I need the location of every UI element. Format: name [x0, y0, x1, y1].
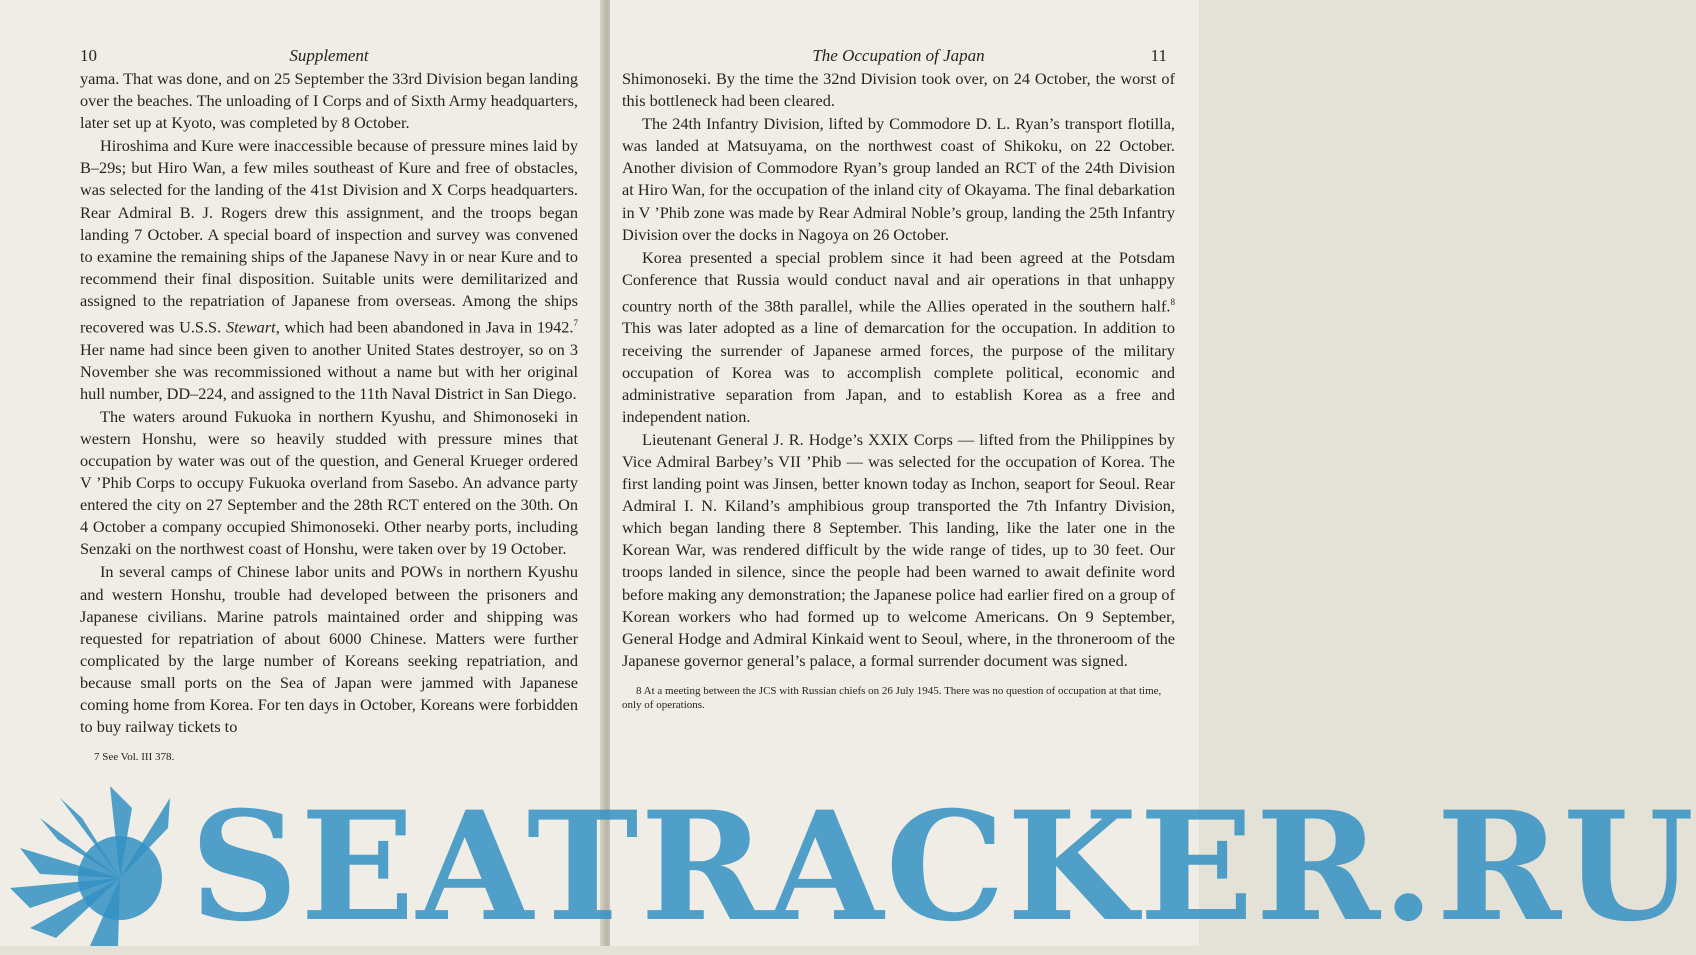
left-paragraph-2-text: Hiroshima and Kure were inaccessible because of pressure mines laid by B–29s; but Hiro Wan, a few miles southeast of Kure and free of obstacles, was selected for the landing of the 41st Division and X Corps headquarters. Rear Admiral B. J. Rogers drew this assignment, and the troops began landing 7 October. A special board of inspection and survey was convened to examine the remaining ships of the Japanese Navy in or near Kure and to recommend their final disposition. Suitable units were demilitarized and assigned to the repatriation of Japanese from overseas. Among the ships recovered was U.S.S. — [80, 136, 578, 337]
left-running-title: Supplement — [289, 46, 369, 65]
right-running-title: The Occupation of Japan — [812, 46, 985, 65]
right-paragraph-3-after: This was later adopted as a line of demarcation for the occupation. In addition to receiving the surrender of Japanese armed forces, the purpose of the military occupation of Korea was to accomplish complete political, economic and administrative separation from Japan, and to establish Korea as a free and independent nation. — [622, 318, 1175, 426]
left-running-head — [80, 44, 578, 68]
footnote-ref-7: 7 — [573, 318, 579, 329]
left-page — [0, 0, 604, 946]
right-paragraph-3 — [622, 247, 1175, 428]
footnote-ref-8: 8 — [1170, 296, 1175, 307]
right-paragraph-3-text: Korea presented a special problem since it had been agreed at the Potsdam Conference that Russia would conduct naval and air operations in that unhappy country north of the 38th parallel, while the Allies operated in the southern half. — [622, 247, 1175, 316]
right-paragraph-2: The 24th Infantry Division, lifted by Commodore D. L. Ryan’s transport flotilla, was landed at Matsuyama, on the northwest coast of Shikoku, on 22 October. Another division of Commodore Ryan’s group landed an RCT of the 24th Division at Hiro Wan, for the occupation of the inland city of Okayama. The final debarkation in V ’Phib zone was made by Rear Admiral Noble’s group, landing the 25th Infantry Division over the docks in Nagoya on 26 October. — [622, 114, 1175, 244]
left-paragraph-2-tail: , which had been abandoned in Java in 1942. — [275, 317, 574, 337]
watermark-text: SEATRACKER.RU — [190, 779, 1696, 955]
right-footnote: 8 At a meeting between the JCS with Russian chiefs on 26 July 1945. There was no question of occupation at that time, only of operations. — [622, 684, 1162, 711]
right-paragraph-4: Lieutenant General J. R. Hodge’s XXIX Corps — lifted from the Philippines by Vice Admiral Barbey’s VII ’Phib — was selected for the occupation of Korea. The first landing point was Jinsen, better known today as Inchon, seaport for Seoul. Rear Admiral I. N. Kiland’s amphibious group transported the 7th Infantry Division, which began landing there 8 September. This landing, like the later one in the Korean War, was rendered difficult by the wide range of tides, up to 30 feet. Our troops landed in silence, since the people had been warned to await definite word before making any demonstration; the Japanese police had earlier fired on a group of Korean workers who had formed up to welcome Americans. On 9 September, General Hodge and Admiral Kinkaid went to Seoul, where, in the throneroom of the Japanese governor general’s palace, a formal surrender document was signed. — [622, 429, 1175, 670]
right-page-number: 11 — [1150, 46, 1167, 65]
right-paragraph-1: Shimonoseki. By the time the 32nd Division took over, on 24 October, the worst of this bottleneck had been cleared. — [622, 69, 1175, 111]
right-running-head — [622, 44, 1175, 68]
left-paragraph-3: The waters around Fukuoka in northern Kyushu, and Shimonoseki in western Honshu, were so heavily studded with pressure mines that occupation by water was out of the question, and General Krueger ordered V ’Phib Corps to occupy Fukuoka overland from Sasebo. An advance party entered the city on 27 September and the 28th RCT entered on the 30th. On 4 October a company occupied Shimonoseki. Other nearby ports, including Senzaki on the northwest coast of Honshu, were taken over by 19 October. — [80, 406, 578, 559]
right-page — [610, 0, 1199, 946]
left-paragraph-2-after: Her name had since been given to another United States destroyer, so on 3 November she was recommissioned without a name but with her original hull number, DD–224, and assigned to the 11th Naval District in San Diego. — [80, 339, 578, 403]
ship-name-stewart: Stewart — [225, 317, 276, 337]
left-paragraph-2 — [80, 135, 578, 405]
left-page-number: 10 — [80, 46, 97, 65]
left-footnote: 7 See Vol. III 378. — [94, 751, 175, 764]
left-paragraph-1: yama. That was done, and on 25 September the 33rd Division began landing over the beaches. The unloading of I Corps and of Sixth Army headquarters, later set up at Kyoto, was completed by 8 October. — [80, 69, 578, 133]
left-paragraph-4: In several camps of Chinese labor units and POWs in northern Kyushu and western Honshu, trouble had developed between the prisoners and Japanese civilians. Marine patrols maintained order and shipping was requested for repatriation of about 6000 Chinese. Matters were further complicated by the large number of Koreans seeking repatriation, and because small ports on the Sea of Japan were jammed with Japanese coming home from Korea. For ten days in October, Koreans were forbidden to buy railway tickets to — [80, 562, 578, 737]
